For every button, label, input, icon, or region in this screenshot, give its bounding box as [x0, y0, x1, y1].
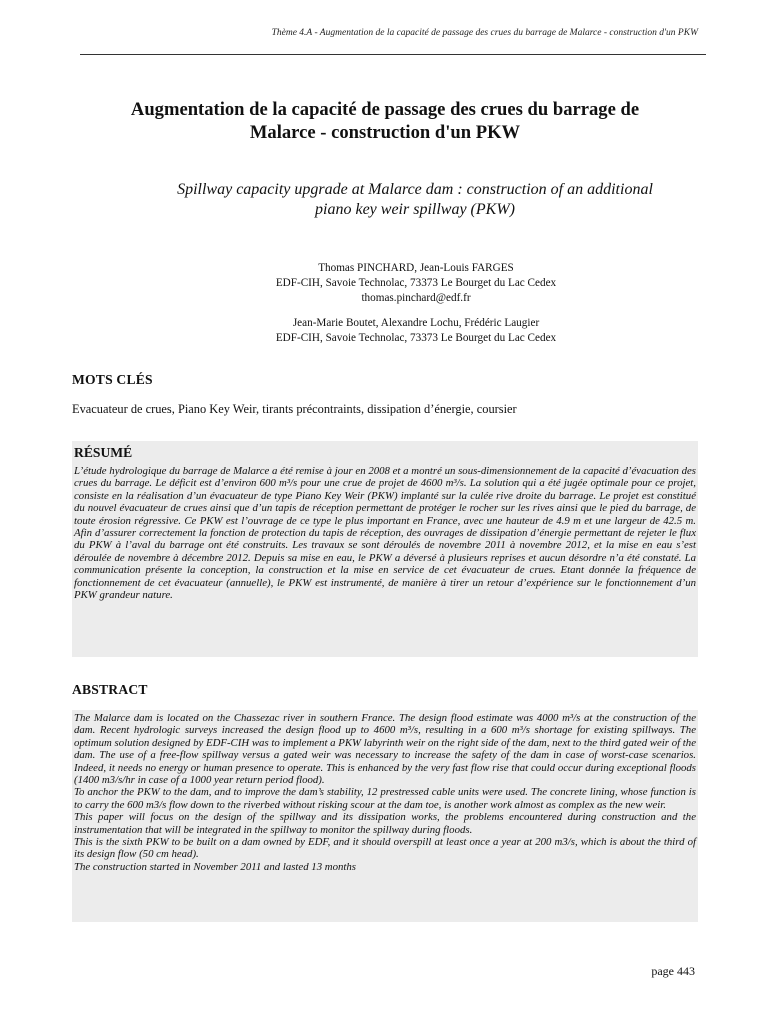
resume-text: L’étude hydrologique du barrage de Malarce a été remise à jour en 2008 et a montré un sous-dimensionnement de la capacité d’évacuation des crues du barrage. Le déficit est d’environ 600 m³/s pour une crue de projet de 4600 m³/s. La solution qui a été jugée optimale pour ce projet, consiste en la réalisation d’un évacuateur de type Piano Key Weir (PKW) implanté sur la culée rive droite du barrage. Le projet est constitué du nouvel évacuateur de crues ainsi que d’un tapis de réception permettant de protéger le rocher sur les rives ainsi que le pied du barrage, de toute érosion régressive. Ce PKW est l’ouvrage de ce type le plus important en France, avec une hauteur de 4.9 m et une largeur de 42.5 m. Afin d’assurer correctement la fonction de protection du tapis de réception, des ouvrages de dissipation d’énergie permettant de rejeter le flux du PKW à l’aval du barrage ont été construits. Les travaux se sont déroulés de novembre 2011 à novembre 2012, et la mise en eau s’est déroulée de novembre à décembre 2012. Depuis sa mise en eau, le PKW a déversé à plusieurs reprises et aucun désordre n’a été constaté. La communication présente la conception, la construction et la mise en service de cet évacuateur de crues. Etant donnée la fréquence de fonctionnement de cet évacuateur (annuelle), le PKW est instrumenté, de manière à tirer un retour d’expérience sur le fonctionnement d’un PKW grandeur nature.	[74, 465, 696, 602]
author-group-2	[170, 316, 662, 346]
author-names: Jean-Marie Boutet, Alexandre Lochu, Frédéric Laugier	[292, 317, 540, 329]
page-number: page 443	[651, 964, 695, 978]
abstract-paragraph: The construction started in November 2011 and lasted 13 months	[74, 860, 356, 873]
paper-subtitle	[120, 180, 710, 220]
title-line-2: Malarce - construction d'un PKW	[249, 122, 521, 143]
author-email[interactable]: thomas.pinchard@edf.fr	[361, 292, 471, 304]
keywords: Evacuateur de crues, Piano Key Weir, tirants précontraints, dissipation d’énergie, coursier	[72, 402, 517, 416]
paper-title	[72, 98, 698, 144]
subtitle-line-1: Spillway capacity upgrade at Malarce dam : construction of an additional	[177, 181, 653, 198]
abstract-paragraph: The Malarce dam is located on the Chassezac river in southern France. The design flood estimate was 4000 m³/s at the construction of the dam. Recent hydrologic surveys increased the design flood up to 4600 m³/s, resulting in a 600 m³/s shortage for existing spillways. The optimum solution designed by EDF-CIH was to implement a PKW labyrinth weir on the right side of the dam, next to the third gated weir of the dam. The use of a free-flow spillway versus a gated weir was necessary to increase the safety of the dam in case of worst-case scenarios. Indeed, it needs no energy or human presence to operate. This is enhanced by the very fast flow rise that could occur during exceptional floods (1400 m3/s/hr in case of a 1000 year return period flood).	[74, 712, 696, 787]
running-header: Thème 4.A - Augmentation de la capacité de passage des crues du barrage de Malarce - construction d'un PKW	[271, 28, 698, 38]
author-affiliation: EDF-CIH, Savoie Technolac, 73373 Le Bourget du Lac Cedex	[275, 277, 557, 289]
abstract-paragraph: This paper will focus on the design of the spillway and its dissipation works, the problems encountered during construction and the instrumentation that will be integrated in the spillway to monitor the spillway during floods.	[74, 811, 696, 836]
author-group-1	[170, 261, 662, 306]
resume-heading: RÉSUMÉ	[74, 445, 133, 460]
abstract-paragraph: To anchor the PKW to the dam, and to improve the dam’s stability, 12 prestressed cable units were used. The concrete lining, whose function is to carry the 600 m3/s flow down to the riverbed without risking scour at the dam toe, is another work almost as complex as the new weir.	[74, 786, 696, 811]
author-names: Thomas PINCHARD, Jean-Louis FARGES	[318, 262, 514, 274]
subtitle-line-2: piano key weir spillway (PKW)	[315, 201, 515, 218]
abstract-heading: ABSTRACT	[72, 682, 148, 697]
abstract-paragraph: This is the sixth PKW to be built on a dam owned by EDF, and it should overspill at least once a year at 200 m3/s, which is about the third of its design flow (50 cm head).	[74, 836, 696, 861]
abstract-section	[72, 710, 698, 922]
author-affiliation: EDF-CIH, Savoie Technolac, 73373 Le Bourget du Lac Cedex	[275, 332, 557, 344]
title-line-1: Augmentation de la capacité de passage des crues du barrage de	[130, 99, 640, 120]
header-rule	[80, 54, 706, 55]
keywords-heading: MOTS CLÉS	[72, 372, 153, 387]
resume-section	[72, 441, 698, 657]
